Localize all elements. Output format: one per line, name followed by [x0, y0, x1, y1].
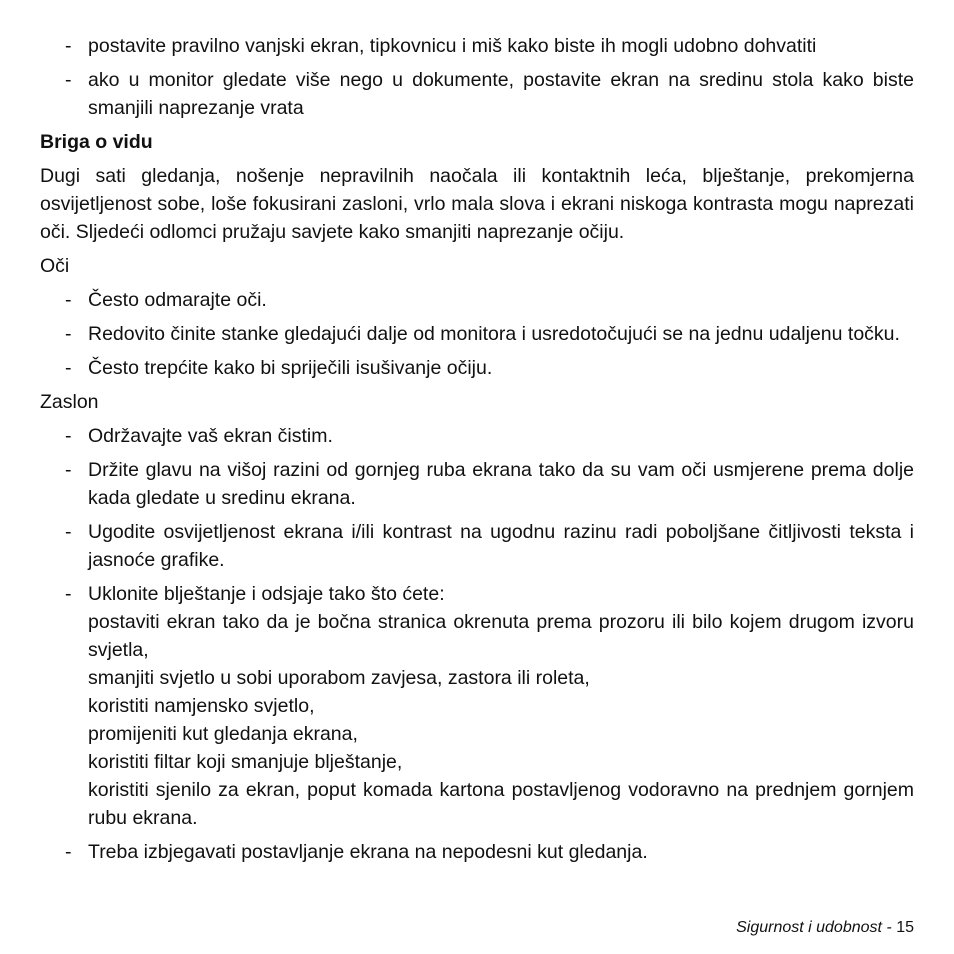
footer-title: Sigurnost i udobnost -	[736, 919, 892, 936]
list-item-glare	[40, 580, 914, 832]
glare-item: koristiti sjenilo za ekran, poput komada kartona postavljenog vodoravno na prednjem gornjem rubu ekrana.	[88, 779, 914, 829]
glare-intro: Uklonite blještanje i odsjaje tako što ćete:	[88, 583, 445, 605]
bullet-text: Držite glavu na višoj razini od gornjeg ruba ekrana tako da su vam oči usmjerene prema dolje kada gledate u sredinu ekrana.	[88, 459, 914, 509]
document-page	[40, 32, 914, 872]
screen-label: Zaslon	[40, 391, 99, 413]
bullet-dash: -	[65, 35, 72, 57]
glare-sublist	[88, 580, 914, 832]
list-item	[40, 422, 914, 450]
glare-item: postaviti ekran tako da je bočna stranica okrenuta prema prozoru ili bilo kojem drugom izvoru svjetla,	[88, 611, 914, 661]
glare-item: promijeniti kut gledanja ekrana,	[88, 723, 358, 745]
eyes-label: Oči	[40, 255, 70, 277]
list-item	[40, 354, 914, 382]
bullet-dash: -	[65, 69, 72, 91]
list-item	[40, 286, 914, 314]
list-item	[40, 456, 914, 512]
bullet-dash: -	[65, 289, 72, 311]
bullet-text: Često odmarajte oči.	[88, 289, 267, 311]
glare-item: smanjiti svjetlo u sobi uporabom zavjesa, zastora ili roleta,	[88, 667, 590, 689]
bullet-dash: -	[65, 841, 72, 863]
page-number: 15	[896, 919, 914, 936]
bullet-text: Treba izbjegavati postavljanje ekrana na nepodesni kut gledanja.	[88, 841, 648, 863]
intro-paragraph: Dugi sati gledanja, nošenje nepravilnih naočala ili kontaktnih leća, blještanje, prekomjerna osvijetljenost sobe, loše fokusirani zasloni, vrlo mala slova i ekrani niskoga kontrasta mogu naprezati oči. Sljedeći odlomci pružaju savjete kako smanjiti naprezanje očiju.	[40, 165, 914, 243]
list-item	[40, 32, 914, 60]
bullet-dash: -	[65, 459, 72, 481]
bullet-text: Ugodite osvijetljenost ekrana i/ili kontrast na ugodnu razinu radi poboljšane čitljivosti teksta i jasnoće grafike.	[88, 521, 914, 571]
bullet-text: Održavajte vaš ekran čistim.	[88, 425, 333, 447]
bullet-dash: -	[65, 323, 72, 345]
page-footer	[736, 918, 914, 938]
list-item	[40, 320, 914, 348]
list-item	[40, 838, 914, 866]
bullet-dash: -	[65, 357, 72, 379]
bullet-dash: -	[65, 583, 72, 605]
bullet-text: Često trepćite kako bi spriječili isušivanje očiju.	[88, 357, 493, 379]
list-item	[40, 518, 914, 574]
bullet-text: ako u monitor gledate više nego u dokumente, postavite ekran na sredinu stola kako biste smanjili naprezanje vrata	[88, 69, 914, 119]
bullet-text: Redovito činite stanke gledajući dalje od monitora i usredotočujući se na jednu udaljenu točku.	[88, 323, 900, 345]
bullet-dash: -	[65, 521, 72, 543]
bullet-dash: -	[65, 425, 72, 447]
list-item	[40, 66, 914, 122]
bullet-text: postavite pravilno vanjski ekran, tipkovnicu i miš kako biste ih mogli udobno dohvatiti	[88, 35, 817, 57]
section-heading: Briga o vidu	[40, 131, 153, 153]
glare-item: koristiti namjensko svjetlo,	[88, 695, 315, 717]
glare-item: koristiti filtar koji smanjuje blještanje,	[88, 751, 403, 773]
